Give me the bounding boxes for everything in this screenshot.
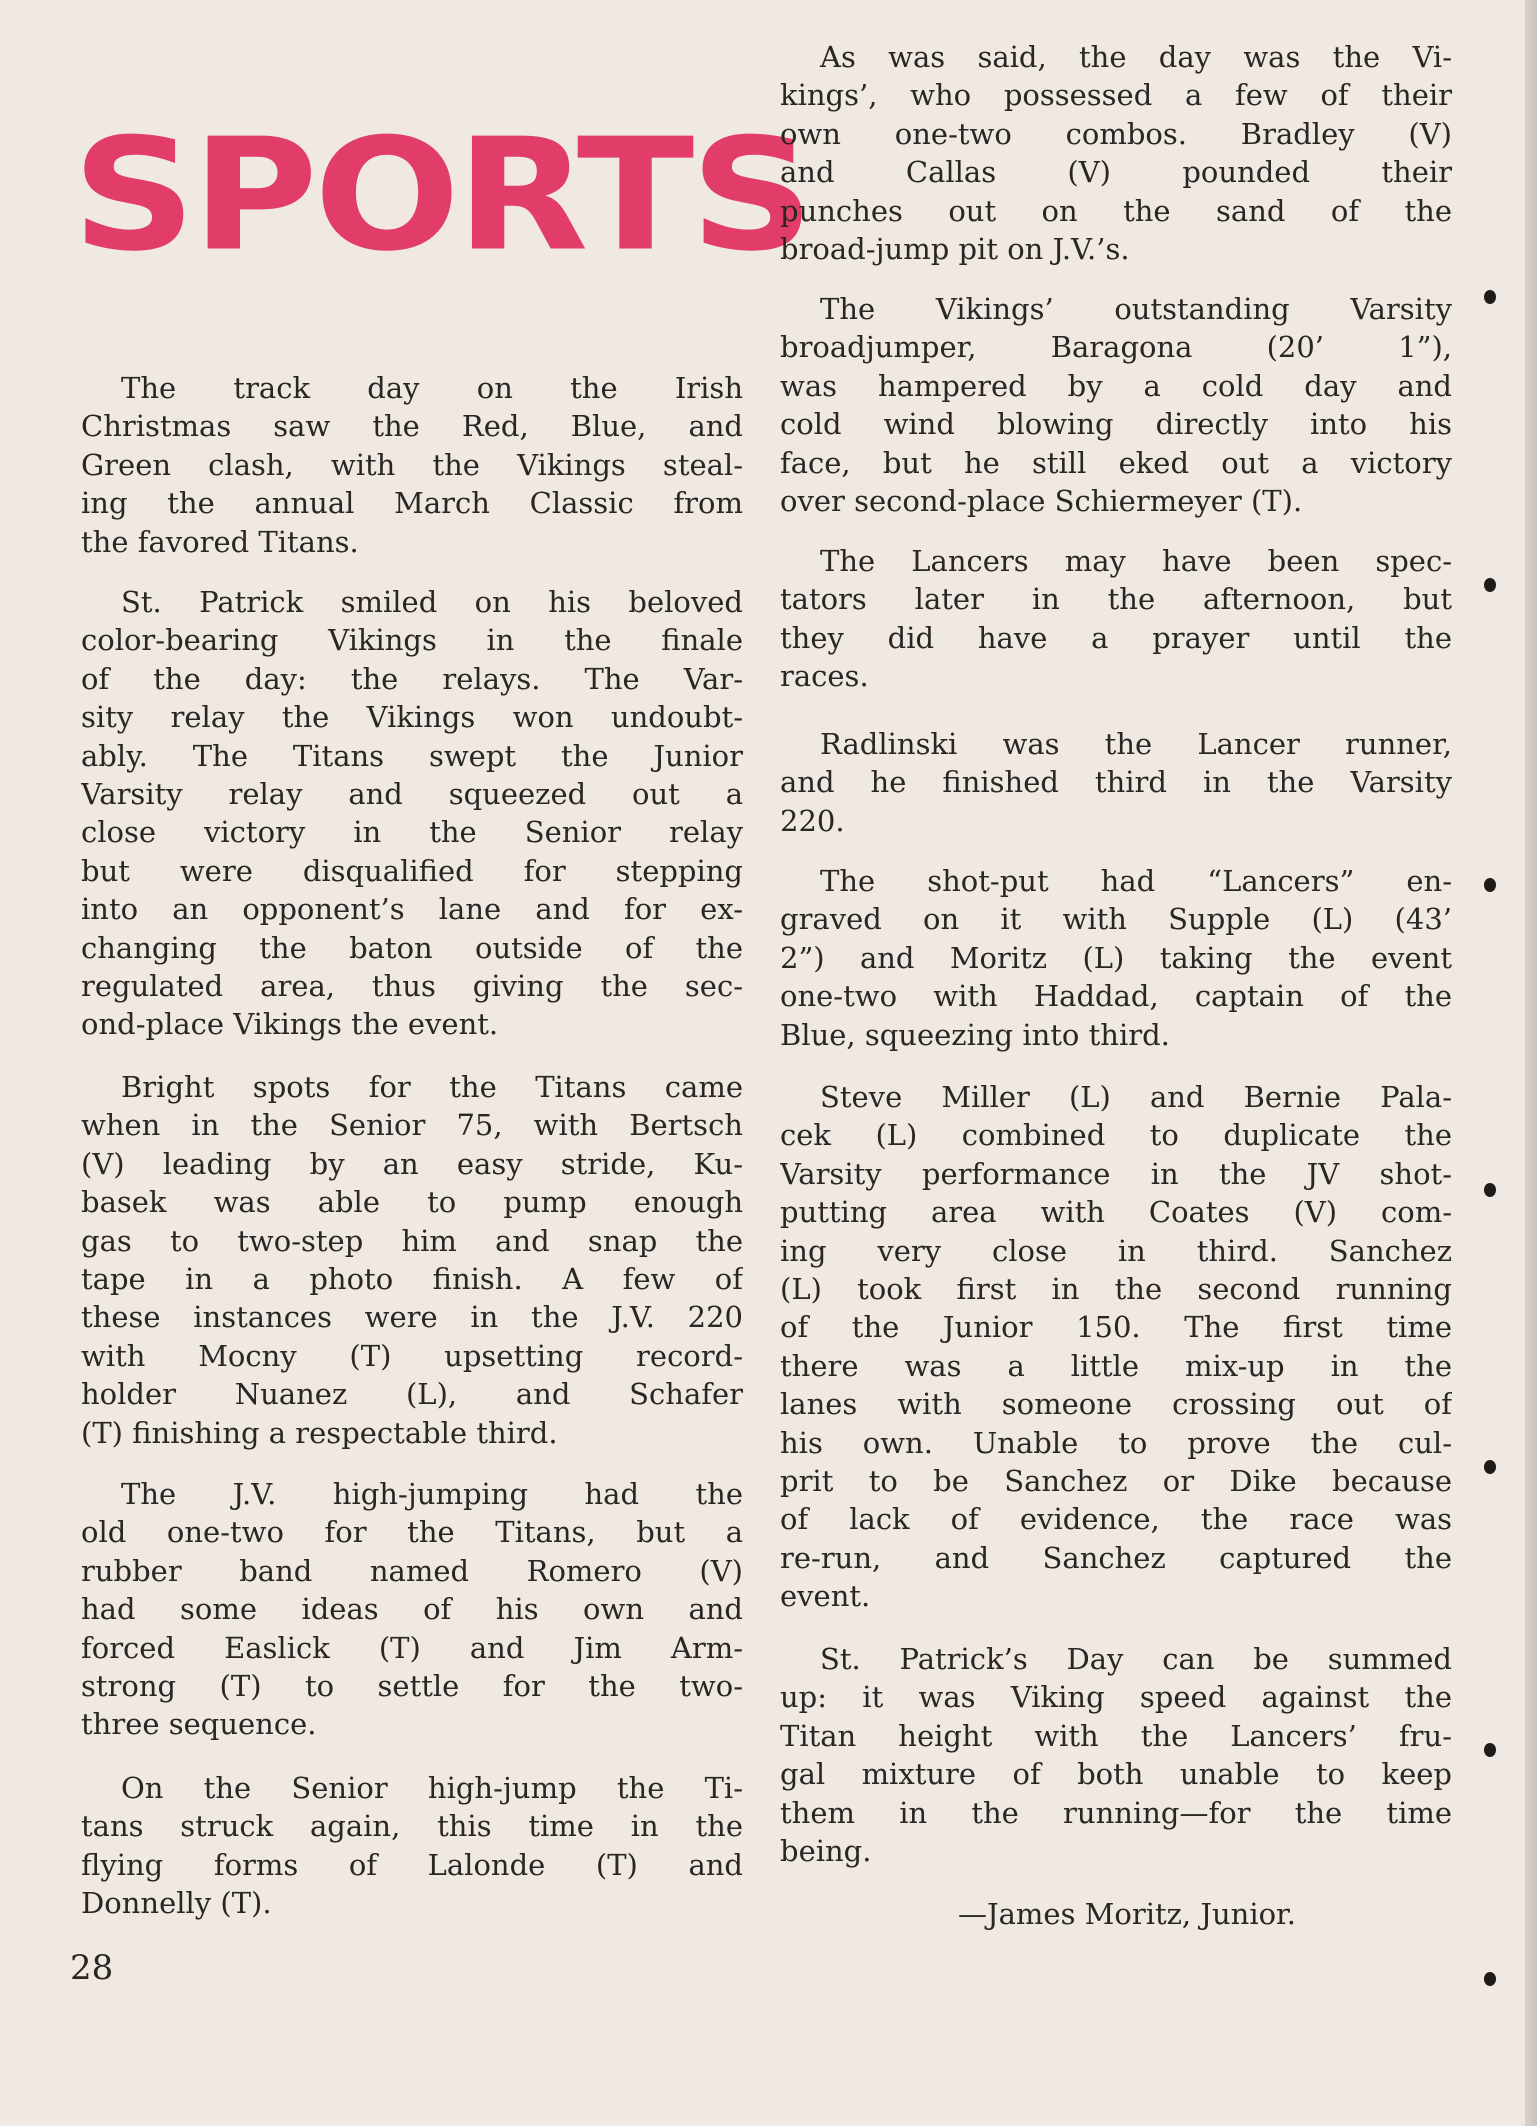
text-line: St. Patrick smiled on his beloved: [121, 585, 743, 619]
text-line: and he finished third in the Varsity: [780, 765, 1452, 800]
text-line: kings’, who possessed a few of their: [780, 78, 1452, 113]
text-line: Steve Miller (L) and Bernie Pala-: [820, 1080, 1452, 1114]
text-line: tape in a photo finish. A few of: [81, 1261, 743, 1296]
text-line: Green clash, with the Vikings steal-: [81, 447, 743, 482]
text-line: being.: [780, 1833, 872, 1868]
text-line: over second-place Schiermeyer (T).: [780, 483, 1303, 518]
text-line: close victory in the Senior relay: [81, 815, 743, 850]
text-line: The Lancers may have been spec-: [820, 544, 1452, 578]
text-line: races.: [780, 659, 869, 694]
text-line: with Mocny (T) upsetting record-: [81, 1338, 743, 1373]
binder-hole-icon: [1484, 1743, 1496, 1757]
text-line: up: it was Viking speed against the: [780, 1680, 1452, 1715]
binder-hole-icon: [1484, 578, 1496, 592]
binder-hole-icon: [1484, 1183, 1496, 1197]
text-line: into an opponent’s lane and for ex-: [81, 892, 743, 927]
binder-hole-icon: [1484, 1460, 1496, 1474]
article-paragraph: [780, 862, 1452, 1054]
text-line: his own. Unable to prove the cul-: [780, 1425, 1452, 1460]
text-line: graved on it with Supple (L) (43’: [780, 902, 1452, 937]
text-line: prit to be Sanchez or Dike because: [780, 1463, 1452, 1498]
text-line: these instances were in the J.V. 220: [81, 1300, 743, 1335]
text-line: Radlinski was the Lancer runner,: [820, 727, 1452, 761]
text-line: there was a little mix-up in the: [780, 1348, 1452, 1383]
text-line: of lack of evidence, the race was: [780, 1502, 1452, 1537]
text-line: 220.: [780, 803, 845, 838]
article-paragraph: [81, 583, 743, 1044]
text-line: Varsity performance in the JV shot-: [780, 1156, 1452, 1191]
text-line: face, but he still eked out a victory: [780, 445, 1452, 480]
article-paragraph: [780, 725, 1452, 840]
text-line: Donnelly (T).: [81, 1886, 272, 1921]
text-line: The track day on the Irish: [121, 371, 743, 405]
article-paragraph: [81, 369, 743, 561]
binder-hole-icon: [1484, 878, 1496, 892]
text-line: had some ideas of his own and: [81, 1592, 743, 1627]
text-line: one-two with Haddad, captain of the: [780, 979, 1452, 1014]
text-line: they did have a prayer until the: [780, 620, 1452, 655]
text-line: gal mixture of both unable to keep: [780, 1757, 1452, 1792]
text-line: tans struck again, this time in the: [81, 1809, 743, 1844]
text-line: of the Junior 150. The first time: [780, 1310, 1452, 1345]
text-line: regulated area, thus giving the sec-: [81, 968, 743, 1003]
article-paragraph: [780, 542, 1452, 696]
text-line: cold wind blowing directly into his: [780, 407, 1452, 442]
section-title: SPORTS: [72, 104, 811, 286]
text-line: As was said, the day was the Vi-: [820, 40, 1452, 74]
text-line: basek was able to pump enough: [81, 1185, 743, 1220]
text-line: flying forms of Lalonde (T) and: [81, 1847, 743, 1882]
text-line: putting area with Coates (V) com-: [780, 1195, 1452, 1230]
text-line: The Vikings’ outstanding Varsity: [820, 292, 1452, 326]
binder-hole-icon: [1484, 1972, 1496, 1986]
text-line: ond-place Vikings the event.: [81, 1007, 499, 1042]
text-line: sity relay the Vikings won undoubt-: [81, 700, 743, 735]
text-line: but were disqualified for stepping: [81, 853, 743, 888]
text-line: changing the baton outside of the: [81, 930, 743, 965]
text-line: ably. The Titans swept the Junior: [81, 738, 743, 773]
text-line: event.: [780, 1579, 871, 1614]
text-line: when in the Senior 75, with Bertsch: [81, 1108, 743, 1143]
text-line: lanes with someone crossing out of: [780, 1387, 1452, 1422]
article-paragraph: [780, 1078, 1452, 1615]
text-line: gas to two-step him and snap the: [81, 1223, 743, 1258]
text-line: The J.V. high-jumping had the: [121, 1477, 743, 1511]
text-line: The shot-put had “Lancers” en-: [820, 864, 1452, 898]
text-line: punches out on the sand of the: [780, 193, 1452, 228]
article-paragraph: [81, 1475, 743, 1744]
text-line: rubber band named Romero (V): [81, 1553, 743, 1588]
article-paragraph: [780, 290, 1452, 520]
text-line: broad-jump pit on J.V.’s.: [780, 231, 1130, 266]
text-line: strong (T) to settle for the two-: [81, 1668, 743, 1703]
article-paragraph: [780, 38, 1452, 268]
article-paragraph: [81, 1769, 743, 1923]
text-line: 2”) and Moritz (L) taking the event: [780, 940, 1452, 975]
text-line: of the day: the relays. The Var-: [81, 661, 743, 696]
text-line: Christmas saw the Red, Blue, and: [81, 409, 743, 444]
text-line: Titan height with the Lancers’ fru-: [780, 1718, 1452, 1753]
text-line: On the Senior high-jump the Ti-: [121, 1771, 743, 1805]
article-paragraph: [81, 1068, 743, 1452]
text-line: own one-two combos. Bradley (V): [780, 116, 1452, 151]
text-line: Bright spots for the Titans came: [121, 1070, 743, 1104]
text-line: St. Patrick’s Day can be summed: [820, 1642, 1452, 1676]
text-line: ing the annual March Classic from: [81, 486, 743, 521]
text-line: and Callas (V) pounded their: [780, 155, 1452, 190]
text-line: (L) took first in the second running: [780, 1271, 1452, 1306]
text-line: them in the running—for the time: [780, 1795, 1452, 1830]
text-line: old one-two for the Titans, but a: [81, 1515, 743, 1550]
text-line: holder Nuanez (L), and Schafer: [81, 1377, 743, 1412]
text-line: color-bearing Vikings in the finale: [81, 623, 743, 658]
text-line: broadjumper, Baragona (20’ 1”),: [780, 330, 1452, 365]
binder-hole-icon: [1484, 290, 1496, 304]
page-edge: [1525, 0, 1537, 2126]
text-line: Blue, squeezing into third.: [780, 1017, 1170, 1052]
text-line: the favored Titans.: [81, 524, 359, 559]
text-line: (V) leading by an easy stride, Ku-: [81, 1146, 743, 1181]
text-line: re-run, and Sanchez captured the: [780, 1540, 1452, 1575]
article-paragraph: [780, 1640, 1452, 1870]
text-line: tators later in the afternoon, but: [780, 582, 1452, 617]
text-line: cek (L) combined to duplicate the: [780, 1118, 1452, 1153]
text-line: was hampered by a cold day and: [780, 368, 1452, 403]
text-line: (T) finishing a respectable third.: [81, 1415, 558, 1450]
page-number: 28: [70, 1948, 114, 1988]
text-line: Varsity relay and squeezed out a: [81, 776, 743, 811]
author-signature: —James Moritz, Junior.: [958, 1897, 1296, 1931]
text-line: forced Easlick (T) and Jim Arm-: [81, 1630, 743, 1665]
text-line: ing very close in third. Sanchez: [780, 1233, 1452, 1268]
text-line: three sequence.: [81, 1707, 317, 1742]
